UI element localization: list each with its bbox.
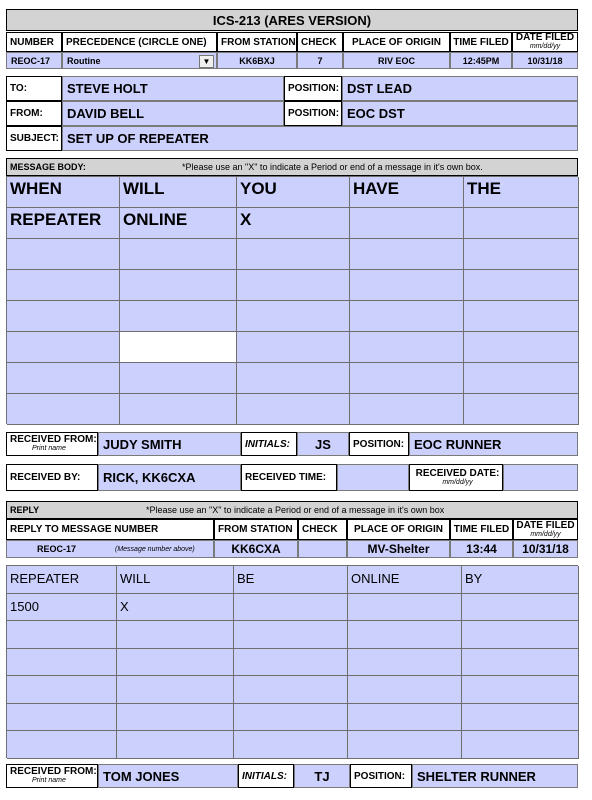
reply-body-cell[interactable]: [117, 621, 234, 649]
reply-from-station-field[interactable]: KK6CXA: [214, 540, 298, 558]
message-body-cell[interactable]: [120, 363, 237, 394]
reply-body-cell[interactable]: [7, 731, 117, 759]
message-body-cell[interactable]: [7, 270, 120, 301]
reply-body-cell[interactable]: [234, 621, 348, 649]
reply-body-cell[interactable]: [462, 731, 579, 759]
message-body-cell[interactable]: [237, 363, 350, 394]
reply-body-cell[interactable]: [117, 704, 234, 732]
received-from-hint: Print name: [32, 445, 66, 452]
reply-body-cell[interactable]: BY: [462, 566, 579, 594]
subject-field[interactable]: SET UP OF REPEATER: [62, 126, 578, 151]
reply-received-from-field[interactable]: TOM JONES: [98, 764, 238, 788]
check-label: CHECK: [297, 32, 343, 52]
message-body-cell[interactable]: [237, 301, 350, 332]
message-body-cell[interactable]: [350, 332, 464, 363]
subject-label: SUBJECT:: [6, 126, 62, 151]
message-body-cell[interactable]: [464, 363, 579, 394]
received-date-label: [409, 464, 503, 491]
reply-label: REPLY: [10, 505, 40, 515]
reply-initials-field[interactable]: TJ: [294, 764, 350, 788]
message-body-cell[interactable]: [464, 394, 579, 425]
precedence-select[interactable]: [62, 52, 217, 69]
reply-body-cell[interactable]: [462, 621, 579, 649]
reply-body-cell[interactable]: [462, 594, 579, 622]
reply-body-cell[interactable]: [234, 676, 348, 704]
reply-time-filed-field[interactable]: 13:44: [450, 540, 513, 558]
reply-body-cell[interactable]: BE: [234, 566, 348, 594]
reply-from-station-label: FROM STATION: [214, 519, 298, 540]
precedence-label: PRECEDENCE (CIRCLE ONE): [62, 32, 217, 52]
received-from-field[interactable]: JUDY SMITH: [98, 432, 241, 456]
message-body-cell[interactable]: [350, 394, 464, 425]
message-body-cell[interactable]: [350, 239, 464, 270]
check-field[interactable]: 7: [297, 52, 343, 69]
message-body-note: *Please use an "X" to indicate a Period or end of a message in it's own box.: [182, 162, 483, 172]
date-filed-field[interactable]: 10/31/18: [512, 52, 578, 69]
message-body-cell[interactable]: WILL: [120, 177, 237, 208]
reply-body-cell[interactable]: X: [117, 594, 234, 622]
reply-body-cell[interactable]: [348, 704, 462, 732]
message-body-cell[interactable]: [7, 394, 120, 425]
message-body-cell[interactable]: [120, 301, 237, 332]
to-field[interactable]: STEVE HOLT: [62, 76, 284, 101]
reply-body-cell[interactable]: [7, 621, 117, 649]
message-body-cell[interactable]: [237, 332, 350, 363]
message-body-cell[interactable]: [120, 239, 237, 270]
reply-body-cell[interactable]: [234, 731, 348, 759]
message-body-cell[interactable]: [350, 363, 464, 394]
message-body-cell[interactable]: [464, 270, 579, 301]
time-filed-field[interactable]: 12:45PM: [450, 52, 512, 69]
from-position-label: POSITION:: [284, 101, 342, 126]
place-of-origin-field[interactable]: RIV EOC: [343, 52, 450, 69]
reply-received-from-label: [6, 764, 98, 788]
reply-body-cell[interactable]: [7, 676, 117, 704]
reply-body-cell[interactable]: ONLINE: [348, 566, 462, 594]
reply-number-hint: (Message number above): [115, 545, 195, 553]
reply-time-filed-label: TIME FILED: [450, 519, 513, 540]
chevron-down-icon[interactable]: ▼: [199, 55, 214, 68]
message-body-cell[interactable]: [350, 208, 464, 239]
from-station-label: FROM STATION: [217, 32, 297, 52]
reply-body-cell[interactable]: [348, 594, 462, 622]
reply-body-cell[interactable]: [348, 731, 462, 759]
received-time-label: RECEIVED TIME:: [241, 464, 337, 491]
received-by-field[interactable]: RICK, KK6CXA: [98, 464, 241, 491]
message-body-cell[interactable]: WHEN: [7, 177, 120, 208]
received-by-label: RECEIVED BY:: [6, 464, 98, 491]
reply-initials-label: INITIALS:: [238, 764, 294, 788]
message-body-cell[interactable]: X: [237, 208, 350, 239]
reply-position-field[interactable]: SHELTER RUNNER: [412, 764, 578, 788]
message-body-cell[interactable]: [7, 332, 120, 363]
to-label: TO:: [6, 76, 62, 101]
received-time-field[interactable]: [337, 464, 409, 491]
received-from-position-field[interactable]: EOC RUNNER: [409, 432, 578, 456]
reply-date-filed-text: DATE FILED: [516, 519, 575, 531]
reply-body-cell[interactable]: [7, 649, 117, 677]
to-position-field[interactable]: DST LEAD: [342, 76, 578, 101]
message-body-cell[interactable]: [350, 270, 464, 301]
message-body-cell[interactable]: THE: [464, 177, 579, 208]
received-date-hint: mm/dd/yy: [442, 478, 473, 486]
reply-body-cell[interactable]: [234, 649, 348, 677]
message-body-cell[interactable]: HAVE: [350, 177, 464, 208]
reply-body-cell[interactable]: [462, 649, 579, 677]
reply-number-label: REPLY TO MESSAGE NUMBER: [6, 519, 214, 540]
message-body-cell[interactable]: [120, 394, 237, 425]
message-body-header: [6, 158, 578, 176]
to-position-label: POSITION:: [284, 76, 342, 101]
reply-place-of-origin-label: PLACE OF ORIGIN: [347, 519, 450, 540]
message-body-cell[interactable]: [7, 363, 120, 394]
reply-check-field[interactable]: [298, 540, 347, 558]
reply-body-grid: [6, 565, 578, 758]
message-body-cell[interactable]: YOU: [237, 177, 350, 208]
form-title-bar: [6, 9, 578, 31]
reply-body-cell[interactable]: [348, 621, 462, 649]
reply-body-cell[interactable]: [348, 676, 462, 704]
date-filed-label: [512, 32, 578, 52]
from-label: FROM:: [6, 101, 62, 126]
message-body-cell[interactable]: [464, 332, 579, 363]
received-from-initials-field[interactable]: JS: [297, 432, 349, 456]
message-body-cell[interactable]: [7, 239, 120, 270]
number-label: NUMBER: [6, 32, 62, 52]
reply-body-cell[interactable]: [462, 704, 579, 732]
message-body-cell[interactable]: [350, 301, 464, 332]
reply-body-cell[interactable]: REPEATER: [7, 566, 117, 594]
message-body-cell[interactable]: ONLINE: [120, 208, 237, 239]
reply-note: *Please use an "X" to indicate a Period or end of a message in it's own box: [146, 505, 445, 515]
reply-body-cell[interactable]: 1500: [7, 594, 117, 622]
message-body-label: MESSAGE BODY:: [10, 162, 86, 172]
reply-body-cell[interactable]: [234, 704, 348, 732]
message-body-cell[interactable]: [120, 332, 237, 363]
received-from-label: [6, 432, 98, 456]
reply-number-value: REOC-17: [37, 544, 77, 554]
message-body-cell[interactable]: REPEATER: [7, 208, 120, 239]
reply-body-cell[interactable]: [234, 594, 348, 622]
reply-body-cell[interactable]: [462, 676, 579, 704]
message-body-cell[interactable]: [120, 270, 237, 301]
reply-body-cell[interactable]: [348, 649, 462, 677]
time-filed-label: TIME FILED: [450, 32, 512, 52]
reply-received-from-hint: Print name: [32, 777, 66, 784]
message-body-cell[interactable]: [464, 239, 579, 270]
reply-place-of-origin-field[interactable]: MV-Shelter: [347, 540, 450, 558]
received-date-text: RECEIVED DATE:: [415, 467, 500, 479]
message-body-cell[interactable]: [7, 301, 120, 332]
date-filed-hint: mm/dd/yy: [529, 43, 561, 50]
form-title: ICS-213 (ARES VERSION): [212, 12, 372, 28]
reply-date-filed-hint: mm/dd/yy: [530, 530, 561, 538]
reply-check-label: CHECK: [298, 519, 347, 540]
place-of-origin-label: PLACE OF ORIGIN: [343, 32, 450, 52]
from-station-field[interactable]: KK6BXJ: [217, 52, 297, 69]
reply-date-filed-label: [513, 519, 578, 540]
message-body-cell[interactable]: [237, 394, 350, 425]
message-body-cell[interactable]: [237, 270, 350, 301]
received-from-text: RECEIVED FROM:: [10, 434, 97, 445]
reply-body-cell[interactable]: [117, 731, 234, 759]
precedence-value: Routine: [67, 55, 101, 66]
message-body-cell[interactable]: [464, 301, 579, 332]
reply-body-cell[interactable]: [7, 704, 117, 732]
from-position-field[interactable]: EOC DST: [342, 101, 578, 126]
reply-body-cell[interactable]: [117, 649, 234, 677]
reply-body-cell[interactable]: WILL: [117, 566, 234, 594]
reply-number-field[interactable]: [6, 540, 214, 558]
received-from-initials-label: INITIALS:: [241, 432, 297, 456]
from-field[interactable]: DAVID BELL: [62, 101, 284, 126]
reply-date-filed-field[interactable]: 10/31/18: [513, 540, 578, 558]
date-filed-text: DATE FILED: [515, 32, 575, 43]
reply-header: [6, 501, 578, 519]
received-from-position-label: POSITION:: [349, 432, 409, 456]
message-body-cell[interactable]: [464, 208, 579, 239]
received-date-field[interactable]: [503, 464, 578, 491]
message-body-cell[interactable]: [237, 239, 350, 270]
reply-received-from-text: RECEIVED FROM:: [10, 766, 97, 777]
reply-position-label: POSITION:: [350, 764, 412, 788]
number-field[interactable]: REOC-17: [6, 52, 62, 69]
reply-body-cell[interactable]: [117, 676, 234, 704]
message-body-grid: [6, 176, 578, 424]
